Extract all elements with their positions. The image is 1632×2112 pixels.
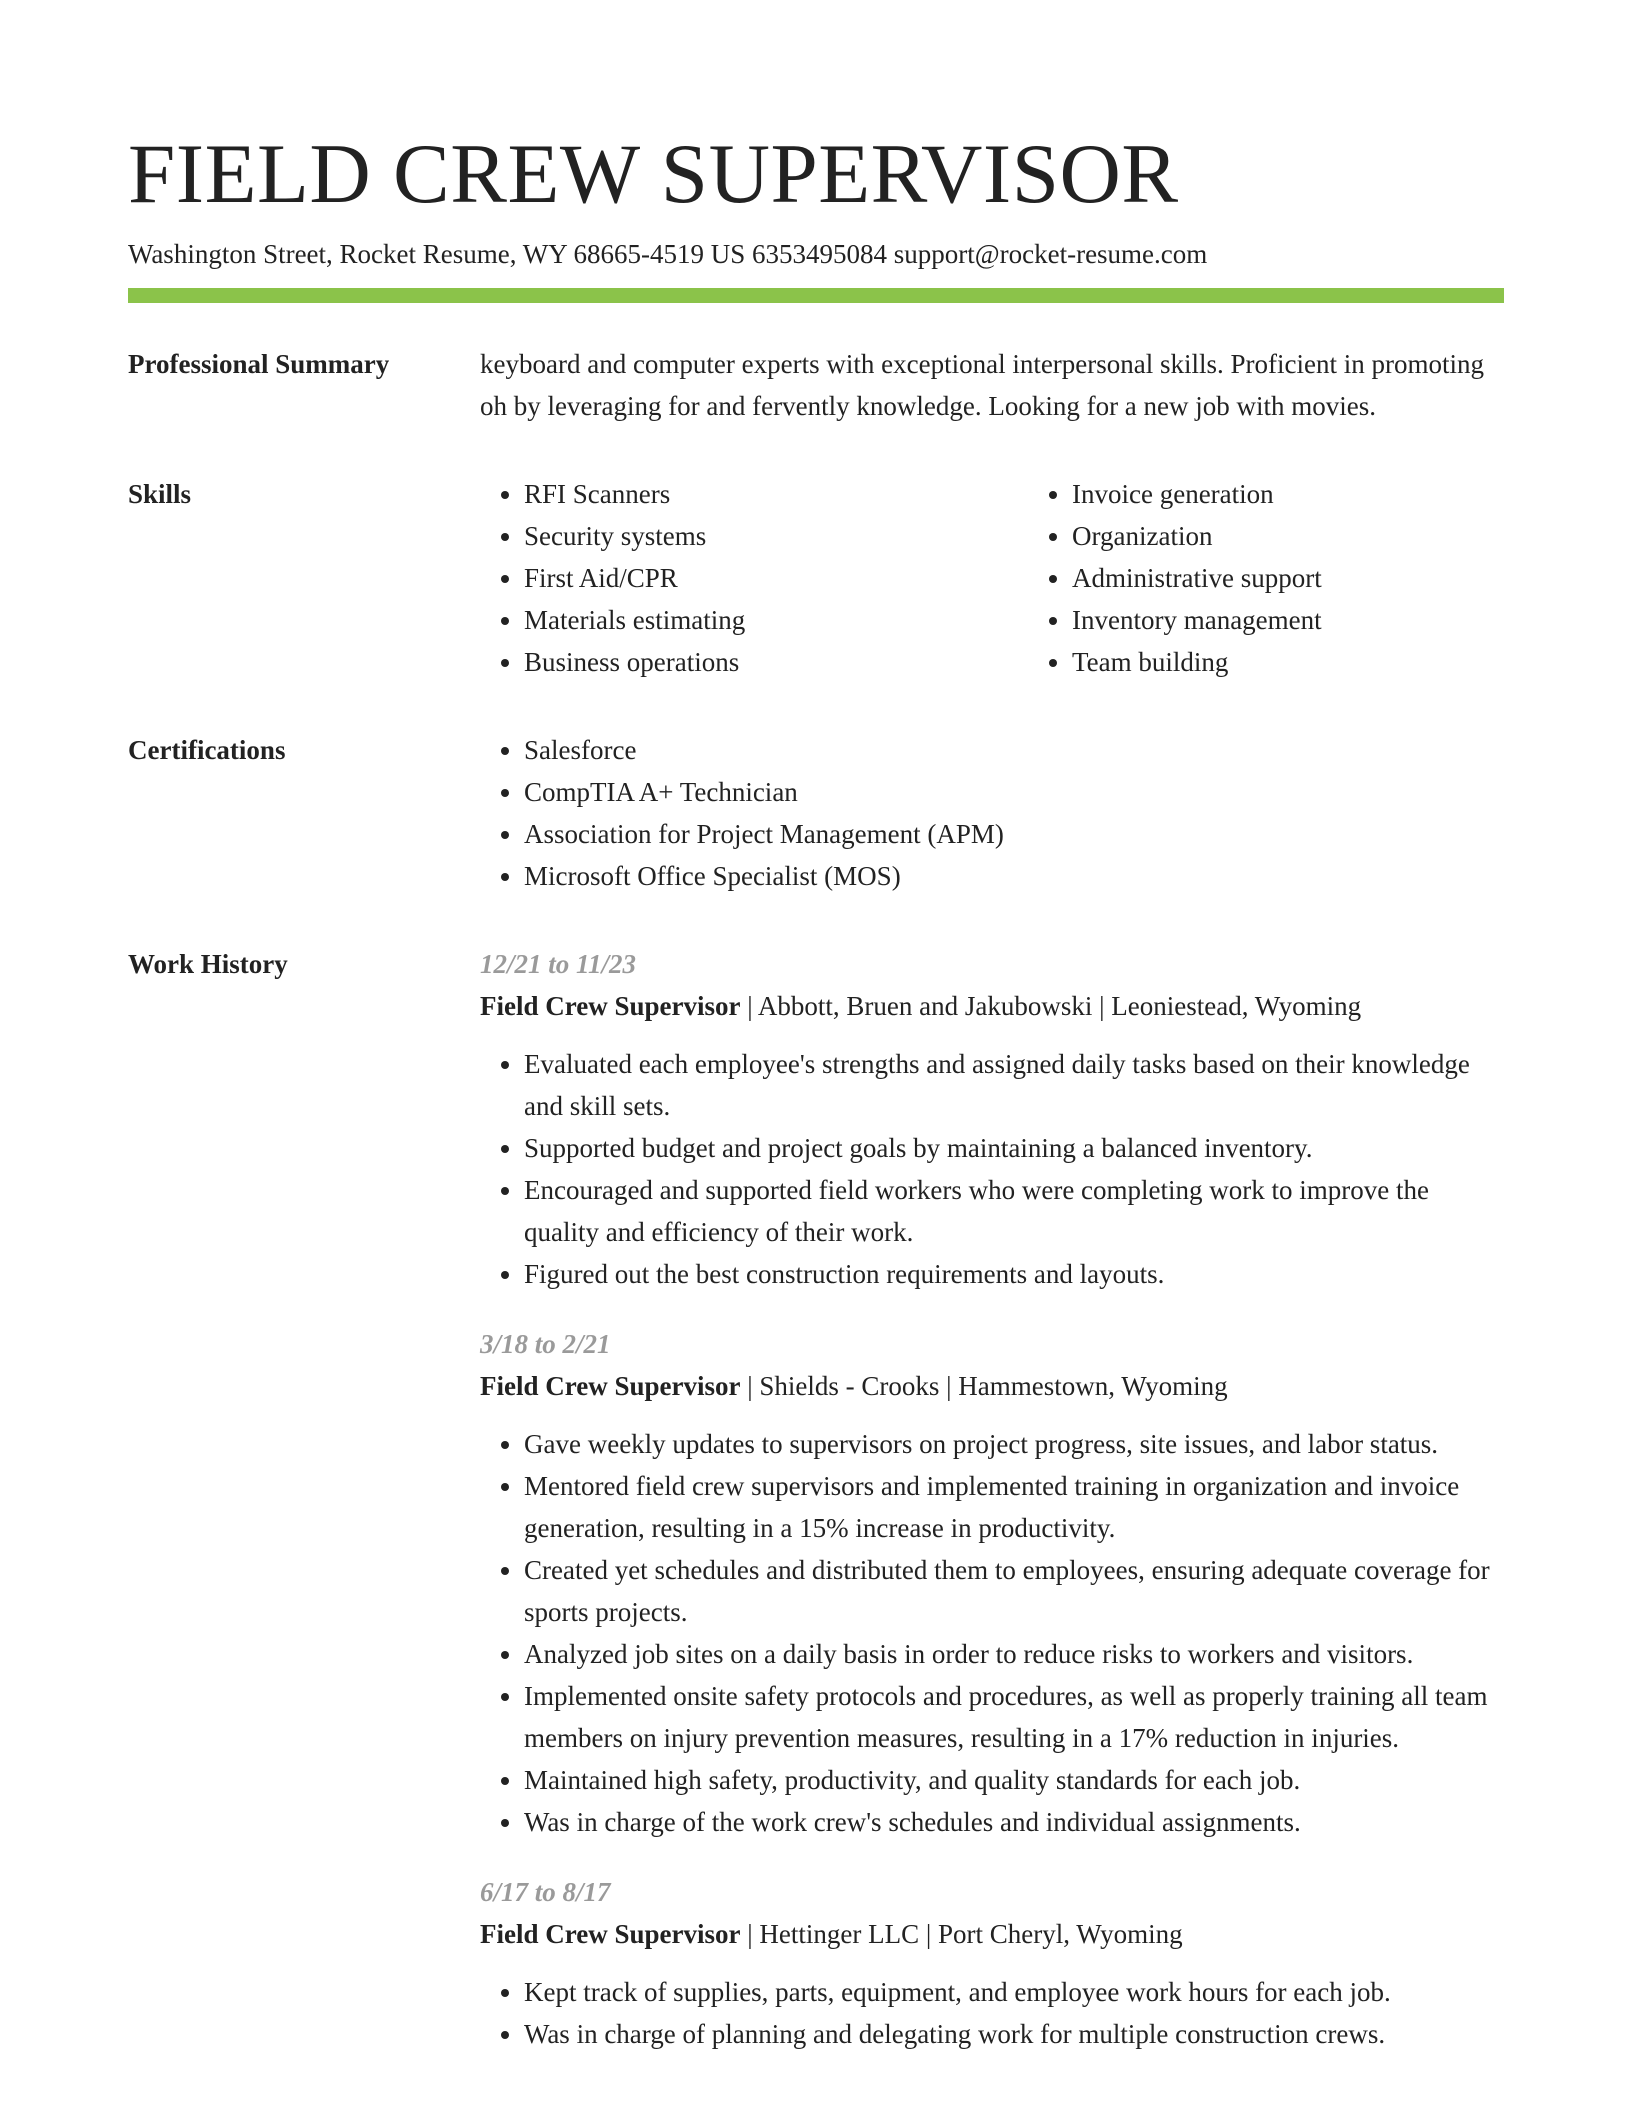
section-title-summary: Professional Summary	[128, 349, 390, 380]
resume-name: FIELD CREW SUPERVISOR	[128, 127, 1179, 221]
job-bullet: • Supported budget and project goals by maintaining a balanced inventory.	[524, 1127, 1504, 1169]
summary-section	[128, 343, 1504, 427]
resume-page	[128, 118, 1504, 2055]
skill-item: • Security systems	[524, 515, 1028, 557]
skill-item: • RFI Scanners	[524, 473, 1028, 515]
skills-columns	[480, 473, 1576, 683]
header-divider	[128, 288, 1504, 303]
certifications-section	[128, 729, 1504, 897]
certifications-list	[480, 729, 1504, 897]
job-dates: 3/18 to 2/21	[480, 1329, 611, 1360]
skills-list-right	[1028, 473, 1576, 683]
skill-item: • Organization	[1072, 515, 1576, 557]
job-bullet: • Analyzed job sites on a daily basis in order to reduce risks to workers and visitors.	[524, 1633, 1504, 1675]
job-heading	[480, 1365, 1504, 1407]
section-title-work-history: Work History	[128, 949, 288, 980]
skills-list-left	[480, 473, 1028, 683]
job-details: | Shields - Crooks | Hammestown, Wyoming	[740, 1371, 1228, 1402]
job-bullet: • Figured out the best construction requirements and layouts.	[524, 1253, 1504, 1295]
job-bullet: • Mentored field crew supervisors and implemented training in organization and invoice generation, resulting in a 15% increase in productivity.	[524, 1465, 1504, 1549]
job-entry	[480, 943, 1504, 1295]
work-history-body	[480, 943, 1504, 2055]
certification-item: • Association for Project Management (APM)	[524, 813, 1504, 855]
job-bullets	[480, 1043, 1504, 1295]
section-title-skills: Skills	[128, 479, 192, 510]
job-entry	[480, 1871, 1504, 2055]
skill-item: • Inventory management	[1072, 599, 1576, 641]
skill-item: • Team building	[1072, 641, 1576, 683]
job-title: Field Crew Supervisor	[480, 1371, 741, 1402]
skills-section	[128, 473, 1504, 683]
job-bullet: • Was in charge of the work crew's schedules and individual assignments.	[524, 1801, 1504, 1843]
job-bullet: • Created yet schedules and distributed them to employees, ensuring adequate coverage for sports projects.	[524, 1549, 1504, 1633]
job-title: Field Crew Supervisor	[480, 1919, 741, 1950]
job-details: | Abbott, Bruen and Jakubowski | Leoniestead, Wyoming	[740, 991, 1362, 1022]
certification-item: • Microsoft Office Specialist (MOS)	[524, 855, 1504, 897]
section-title-certifications: Certifications	[128, 735, 286, 766]
job-dates: 12/21 to 11/23	[480, 949, 637, 980]
skill-item: • Invoice generation	[1072, 473, 1576, 515]
job-bullets	[480, 1423, 1504, 1843]
skill-item: • First Aid/CPR	[524, 557, 1028, 599]
job-bullets	[480, 1971, 1504, 2055]
skill-item: • Business operations	[524, 641, 1028, 683]
job-bullet: • Gave weekly updates to supervisors on project progress, site issues, and labor status.	[524, 1423, 1504, 1465]
contact-info: Washington Street, Rocket Resume, WY 68665-4519 US 6353495084 support@rocket-resume.com	[128, 239, 1208, 269]
job-heading	[480, 1913, 1504, 1955]
skill-item: • Administrative support	[1072, 557, 1576, 599]
job-bullet: • Evaluated each employee's strengths and assigned daily tasks based on their knowledge and skill sets.	[524, 1043, 1504, 1127]
job-heading	[480, 985, 1504, 1027]
certification-item: • Salesforce	[524, 729, 1504, 771]
job-bullet: • Was in charge of planning and delegating work for multiple construction crews.	[524, 2013, 1504, 2055]
job-bullet: • Encouraged and supported field workers who were completing work to improve the quality and efficiency of their work.	[524, 1169, 1504, 1253]
job-entry	[480, 1323, 1504, 1843]
job-details: | Hettinger LLC | Port Cheryl, Wyoming	[740, 1919, 1183, 1950]
job-title: Field Crew Supervisor	[480, 991, 741, 1022]
job-bullet: • Kept track of supplies, parts, equipment, and employee work hours for each job.	[524, 1971, 1504, 2013]
work-history-section	[128, 943, 1504, 2055]
job-dates: 6/17 to 8/17	[480, 1877, 611, 1908]
job-bullet: • Maintained high safety, productivity, and quality standards for each job.	[524, 1759, 1504, 1801]
summary-text: keyboard and computer experts with exceptional interpersonal skills. Proficient in promoting oh by leveraging for and fervently knowledge. Looking for a new job with movies.	[480, 349, 1484, 422]
certification-item: • CompTIA A+ Technician	[524, 771, 1504, 813]
certifications-body	[480, 729, 1504, 897]
job-bullet: • Implemented onsite safety protocols and procedures, as well as properly training all team members on injury prevention measures, resulting in a 17% reduction in injuries.	[524, 1675, 1504, 1759]
skill-item: • Materials estimating	[524, 599, 1028, 641]
